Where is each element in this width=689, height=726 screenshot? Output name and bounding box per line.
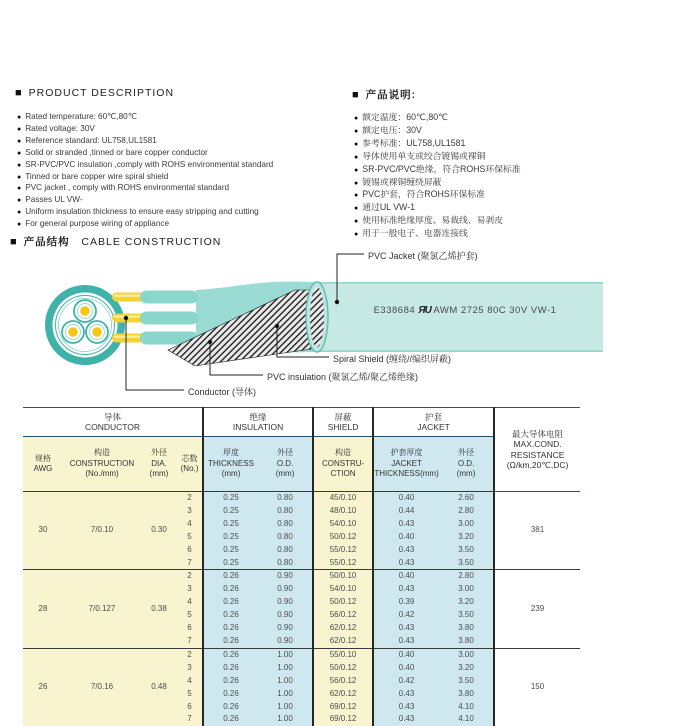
spec-table-body bbox=[23, 492, 580, 726]
bullet-text: Tinned or bare copper wire spiral shield bbox=[25, 172, 168, 181]
bullet-item bbox=[354, 177, 689, 190]
resistance-cell: 150 bbox=[494, 648, 580, 726]
jacket-od-cell: 3.50 bbox=[439, 544, 494, 557]
section-square-icon: ■ bbox=[15, 87, 23, 99]
jacket-thickness-cell: 0.42 bbox=[373, 675, 439, 688]
bullet-icon: ● bbox=[354, 192, 358, 199]
bullet-text: For general purpose wiring of appliance bbox=[25, 219, 169, 228]
jacket-od-cell: 3.00 bbox=[439, 648, 494, 661]
bullet-item bbox=[17, 124, 352, 136]
jacket-thickness-cell: 0.43 bbox=[373, 583, 439, 596]
bullet-text: 镀锡或裸铜缠绕屏蔽 bbox=[362, 177, 441, 187]
jacket-od-cell: 3.20 bbox=[439, 662, 494, 675]
product-description-list bbox=[17, 112, 352, 231]
ins-thickness-cell: 0.26 bbox=[203, 688, 258, 701]
column-header: 外径 O.D. (mm) bbox=[258, 437, 313, 492]
jacket-thickness-cell: 0.44 bbox=[373, 505, 439, 518]
bullet-icon: ● bbox=[17, 150, 21, 157]
jacket-od-cell: 2.60 bbox=[439, 492, 494, 505]
ins-od-cell: 0.80 bbox=[258, 531, 313, 544]
jacket-od-cell: 3.50 bbox=[439, 609, 494, 622]
ins-od-cell: 1.00 bbox=[258, 675, 313, 688]
column-header: 护套厚度 JACKET THICKNESS(mm) bbox=[373, 437, 439, 492]
bullet-item bbox=[17, 112, 352, 124]
bullet-text: 使用标准绝缘厚度、易裁线、易剥皮 bbox=[362, 215, 503, 225]
bullet-icon: ● bbox=[354, 205, 358, 212]
bullet-text: 通过UL VW-1 bbox=[362, 202, 415, 212]
awg-cell: 30 bbox=[23, 492, 63, 570]
column-header: 构造 CONSTRU- CTION bbox=[313, 437, 373, 492]
ins-thickness-cell: 0.26 bbox=[203, 648, 258, 661]
bullet-text: Rated temperature: 60℃,80℃ bbox=[25, 112, 137, 121]
shield-construction-cell: 62/0.12 bbox=[313, 635, 373, 648]
bullet-icon: ● bbox=[354, 231, 358, 238]
jacket-thickness-cell: 0.40 bbox=[373, 662, 439, 675]
jacket-od-cell: 3.80 bbox=[439, 635, 494, 648]
bullet-text: SR-PVC/PVC insulation ,comply with ROHS environmental standard bbox=[25, 160, 273, 169]
bullet-text: SR-PVC/PVC绝缘，符合ROHS环保标准 bbox=[362, 164, 520, 174]
cores-cell: 4 bbox=[177, 518, 203, 531]
jacket-od-cell: 3.50 bbox=[439, 675, 494, 688]
bullet-item bbox=[354, 202, 689, 215]
bullet-item bbox=[17, 136, 352, 148]
group-header: 导体 CONDUCTOR bbox=[23, 408, 203, 437]
bullet-item bbox=[17, 148, 352, 160]
bullet-icon: ● bbox=[354, 141, 358, 148]
spec-table-head bbox=[23, 408, 580, 492]
cable-construction-heading: ■ 产品结构 CABLE CONSTRUCTION bbox=[10, 234, 221, 249]
resistance-cell: 381 bbox=[494, 492, 580, 570]
table-row bbox=[23, 492, 580, 505]
bullet-icon: ● bbox=[354, 167, 358, 174]
awg-cell: 28 bbox=[23, 570, 63, 648]
shield-construction-cell: 48/0.10 bbox=[313, 505, 373, 518]
bullet-item bbox=[17, 195, 352, 207]
ins-od-cell: 1.00 bbox=[258, 648, 313, 661]
group-header: 护套 JACKET bbox=[373, 408, 494, 437]
ins-thickness-cell: 0.25 bbox=[203, 557, 258, 570]
bullet-icon: ● bbox=[354, 115, 358, 122]
jacket-print-text bbox=[335, 305, 595, 316]
jacket-thickness-cell: 0.40 bbox=[373, 492, 439, 505]
bullet-icon: ● bbox=[354, 128, 358, 135]
shield-construction-cell: 56/0.12 bbox=[313, 675, 373, 688]
ins-thickness-cell: 0.26 bbox=[203, 583, 258, 596]
group-header: 绝缘 INSULATION bbox=[203, 408, 313, 437]
bullet-item bbox=[17, 183, 352, 195]
ins-thickness-cell: 0.26 bbox=[203, 701, 258, 714]
construction-cell: 7/0.127 bbox=[63, 570, 141, 648]
column-header: 芯数 (No.) bbox=[177, 437, 203, 492]
bullet-text: PVC jacket , comply with ROHS environmental standard bbox=[25, 183, 229, 192]
shield-construction-cell: 50/0.10 bbox=[313, 570, 373, 583]
dia-cell: 0.38 bbox=[141, 570, 177, 648]
shield-construction-cell: 50/0.12 bbox=[313, 596, 373, 609]
ins-thickness-cell: 0.26 bbox=[203, 713, 258, 726]
column-header: 构造 CONSTRUCTION (No./mm) bbox=[63, 437, 141, 492]
shield-construction-cell: 69/0.12 bbox=[313, 701, 373, 714]
shield-construction-cell: 45/0.10 bbox=[313, 492, 373, 505]
ul-recognized-mark-icon: ЯU bbox=[418, 305, 431, 316]
shield-construction-cell: 50/0.12 bbox=[313, 662, 373, 675]
cores-cell: 2 bbox=[177, 648, 203, 661]
shield-construction-cell: 54/0.10 bbox=[313, 583, 373, 596]
shield-construction-cell: 56/0.12 bbox=[313, 609, 373, 622]
jacket-thickness-cell: 0.39 bbox=[373, 596, 439, 609]
pvc-jacket-label: PVC Jacket (聚氯乙烯护套) bbox=[368, 249, 478, 262]
ins-od-cell: 0.90 bbox=[258, 635, 313, 648]
bullet-item bbox=[17, 160, 352, 172]
bullet-text: 额定电压：30V bbox=[362, 125, 422, 135]
bullet-icon: ● bbox=[17, 185, 21, 192]
jacket-od-cell: 3.50 bbox=[439, 557, 494, 570]
jacket-thickness-cell: 0.43 bbox=[373, 544, 439, 557]
awm-spec-text: AWM 2725 80C 30V VW-1 bbox=[433, 305, 556, 316]
bullet-item bbox=[354, 138, 689, 151]
jacket-thickness-cell: 0.40 bbox=[373, 531, 439, 544]
bullet-icon: ● bbox=[354, 218, 358, 225]
jacket-od-cell: 3.20 bbox=[439, 531, 494, 544]
ins-od-cell: 0.90 bbox=[258, 583, 313, 596]
ins-od-cell: 1.00 bbox=[258, 688, 313, 701]
cores-cell: 3 bbox=[177, 662, 203, 675]
cores-cell: 2 bbox=[177, 570, 203, 583]
cores-cell: 3 bbox=[177, 583, 203, 596]
ins-thickness-cell: 0.25 bbox=[203, 531, 258, 544]
product-description-cn-heading: ■ 产品说明: bbox=[352, 87, 416, 102]
section-square-icon: ■ bbox=[352, 89, 360, 101]
jacket-od-cell: 2.80 bbox=[439, 505, 494, 518]
jacket-od-cell: 3.00 bbox=[439, 518, 494, 531]
bullet-text: PVC护套，符合ROHS环保标准 bbox=[362, 189, 485, 199]
shield-construction-cell: 62/0.12 bbox=[313, 688, 373, 701]
bullet-icon: ● bbox=[17, 221, 21, 228]
bullet-item bbox=[354, 215, 689, 228]
shield-construction-cell: 54/0.10 bbox=[313, 518, 373, 531]
ins-thickness-cell: 0.25 bbox=[203, 544, 258, 557]
cores-cell: 6 bbox=[177, 622, 203, 635]
group-header: 屏蔽 SHIELD bbox=[313, 408, 373, 437]
pvc-insulation-label: PVC insulation (聚氯乙烯/聚乙烯绝缘) bbox=[267, 370, 418, 383]
shield-construction-cell: 55/0.12 bbox=[313, 544, 373, 557]
shield-construction-cell: 55/0.12 bbox=[313, 557, 373, 570]
ins-thickness-cell: 0.26 bbox=[203, 570, 258, 583]
bullet-text: 参考标准：UL758,UL1581 bbox=[362, 138, 465, 148]
ins-thickness-cell: 0.25 bbox=[203, 518, 258, 531]
bullet-item bbox=[17, 207, 352, 219]
ins-od-cell: 0.90 bbox=[258, 596, 313, 609]
bullet-text: 导体使用单支或绞合镀锡或裸铜 bbox=[362, 151, 485, 161]
cores-cell: 7 bbox=[177, 557, 203, 570]
bullet-item bbox=[354, 125, 689, 138]
bullet-item bbox=[354, 151, 689, 164]
column-header: 外径 DIA. (mm) bbox=[141, 437, 177, 492]
shield-construction-cell: 50/0.12 bbox=[313, 531, 373, 544]
jacket-od-cell: 3.00 bbox=[439, 583, 494, 596]
cores-cell: 7 bbox=[177, 635, 203, 648]
bullet-icon: ● bbox=[17, 174, 21, 181]
column-header: 厚度 THICKNESS (mm) bbox=[203, 437, 258, 492]
cores-cell: 4 bbox=[177, 675, 203, 688]
bullet-icon: ● bbox=[354, 154, 358, 161]
jacket-thickness-cell: 0.43 bbox=[373, 635, 439, 648]
column-header: 外径 O.D. (mm) bbox=[439, 437, 494, 492]
ins-od-cell: 1.00 bbox=[258, 701, 313, 714]
ins-thickness-cell: 0.26 bbox=[203, 662, 258, 675]
bullet-item bbox=[354, 228, 689, 241]
jacket-thickness-cell: 0.40 bbox=[373, 570, 439, 583]
bullet-text: Rated voltage: 30V bbox=[25, 124, 95, 133]
bullet-item bbox=[17, 219, 352, 231]
ins-thickness-cell: 0.26 bbox=[203, 609, 258, 622]
shield-construction-cell: 69/0.12 bbox=[313, 713, 373, 726]
jacket-thickness-cell: 0.43 bbox=[373, 713, 439, 726]
ul-file-number: E338684 bbox=[374, 305, 416, 316]
bullet-item bbox=[354, 164, 689, 177]
bullet-text: Solid or stranded ,tinned or bare copper conductor bbox=[25, 148, 208, 157]
jacket-od-cell: 2.80 bbox=[439, 570, 494, 583]
bullet-item bbox=[354, 112, 689, 125]
table-row bbox=[23, 648, 580, 661]
cores-cell: 5 bbox=[177, 609, 203, 622]
ins-thickness-cell: 0.25 bbox=[203, 505, 258, 518]
jacket-thickness-cell: 0.42 bbox=[373, 609, 439, 622]
ins-od-cell: 0.80 bbox=[258, 492, 313, 505]
shield-construction-cell: 55/0.10 bbox=[313, 648, 373, 661]
jacket-od-cell: 3.80 bbox=[439, 622, 494, 635]
ins-od-cell: 0.80 bbox=[258, 544, 313, 557]
ins-thickness-cell: 0.26 bbox=[203, 622, 258, 635]
jacket-thickness-cell: 0.43 bbox=[373, 622, 439, 635]
bullet-icon: ● bbox=[17, 162, 21, 169]
product-description-heading: ■ PRODUCT DESCRIPTION bbox=[15, 87, 174, 99]
cores-cell: 4 bbox=[177, 596, 203, 609]
shield-construction-cell: 62/0.12 bbox=[313, 622, 373, 635]
cores-cell: 7 bbox=[177, 713, 203, 726]
jacket-od-cell: 4.10 bbox=[439, 701, 494, 714]
bullet-text: Reference standard: UL758,UL1581 bbox=[25, 136, 157, 145]
bullet-item bbox=[354, 189, 689, 202]
awg-cell: 26 bbox=[23, 648, 63, 726]
spiral-shield-label: Spiral Shield (缠绕//编织屏蔽) bbox=[333, 352, 451, 365]
cores-cell: 5 bbox=[177, 688, 203, 701]
ins-od-cell: 0.90 bbox=[258, 622, 313, 635]
jacket-thickness-cell: 0.43 bbox=[373, 688, 439, 701]
ins-od-cell: 0.80 bbox=[258, 505, 313, 518]
ins-thickness-cell: 0.25 bbox=[203, 492, 258, 505]
ins-od-cell: 1.00 bbox=[258, 713, 313, 726]
cores-cell: 2 bbox=[177, 492, 203, 505]
ins-od-cell: 0.80 bbox=[258, 557, 313, 570]
bullet-icon: ● bbox=[17, 126, 21, 133]
table-row bbox=[23, 570, 580, 583]
cores-cell: 6 bbox=[177, 701, 203, 714]
ins-od-cell: 0.90 bbox=[258, 570, 313, 583]
column-header: 规格 AWG bbox=[23, 437, 63, 492]
resistance-header: 最大导体电阻 MAX.COND. RESISTANCE (Ω/km,20℃,DC) bbox=[494, 408, 580, 492]
bullet-icon: ● bbox=[17, 138, 21, 145]
cores-cell: 5 bbox=[177, 531, 203, 544]
jacket-od-cell: 4.10 bbox=[439, 713, 494, 726]
product-description-cn-list bbox=[354, 112, 689, 241]
bullet-icon: ● bbox=[17, 209, 21, 216]
ins-od-cell: 1.00 bbox=[258, 662, 313, 675]
jacket-thickness-cell: 0.43 bbox=[373, 701, 439, 714]
section-square-icon: ■ bbox=[10, 236, 18, 248]
bullet-icon: ● bbox=[17, 197, 21, 204]
dia-cell: 0.48 bbox=[141, 648, 177, 726]
bullet-text: 额定温度：60℃,80℃ bbox=[362, 112, 448, 122]
bullet-text: Uniform insulation thickness to ensure easy stripping and cutting bbox=[25, 207, 258, 216]
ins-od-cell: 0.90 bbox=[258, 609, 313, 622]
cores-cell: 6 bbox=[177, 544, 203, 557]
ins-od-cell: 0.80 bbox=[258, 518, 313, 531]
bullet-icon: ● bbox=[17, 114, 21, 121]
ins-thickness-cell: 0.26 bbox=[203, 675, 258, 688]
jacket-thickness-cell: 0.40 bbox=[373, 648, 439, 661]
bullet-text: Passes UL VW- bbox=[25, 195, 82, 204]
bullet-item bbox=[17, 172, 352, 184]
jacket-thickness-cell: 0.43 bbox=[373, 557, 439, 570]
bullet-text: 用于一般电子、电器连接线 bbox=[362, 228, 468, 238]
spec-table bbox=[23, 407, 580, 726]
dia-cell: 0.30 bbox=[141, 492, 177, 570]
jacket-thickness-cell: 0.43 bbox=[373, 518, 439, 531]
cores-cell: 3 bbox=[177, 505, 203, 518]
resistance-cell: 239 bbox=[494, 570, 580, 648]
bullet-icon: ● bbox=[354, 180, 358, 187]
jacket-od-cell: 3.20 bbox=[439, 596, 494, 609]
construction-cell: 7/0.10 bbox=[63, 492, 141, 570]
ins-thickness-cell: 0.26 bbox=[203, 596, 258, 609]
conductor-label: Conductor (导体) bbox=[188, 385, 256, 398]
construction-cell: 7/0.16 bbox=[63, 648, 141, 726]
jacket-od-cell: 3.80 bbox=[439, 688, 494, 701]
ins-thickness-cell: 0.26 bbox=[203, 635, 258, 648]
